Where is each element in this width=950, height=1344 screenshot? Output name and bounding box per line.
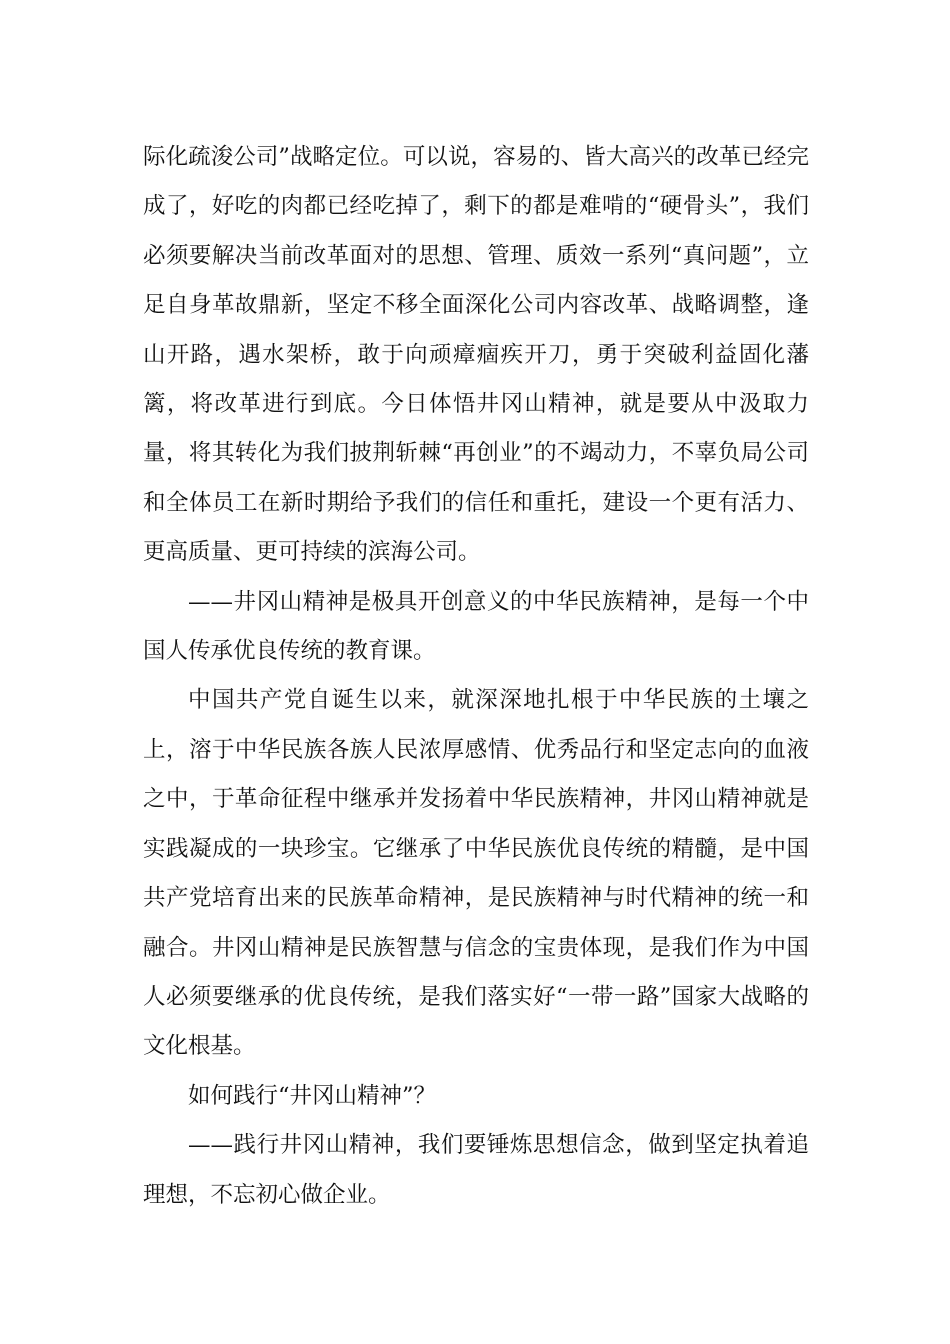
paragraph-party-history: 中国共产党自诞生以来，就深深地扎根于中华民族的土壤之上，溶于中华民族各族人民浓厚感情、优秀品行和坚定志向的血液之中，于革命征程中继承并发扬着中华民族精神，井冈山精神就是实践凝成的一块珍宝。它继承了中华民族优良传统的精髓，是中国共产党培育出来的民族革命精神，是民族精神与时代精神的统一和融合。井冈山精神是民族智慧与信念的宝贵体现，是我们作为中国人必须要继承的优良传统，是我们落实好“一带一路”国家大战略的文化根基。 bbox=[143, 687, 809, 1060]
paragraph-spirit-heading: ——井冈山精神是极具开创意义的中华民族精神，是每一个中国人传承优良传统的教育课。 bbox=[143, 588, 809, 665]
document-body bbox=[143, 133, 809, 1220]
paragraph-question: 如何践行“井冈山精神”？ bbox=[188, 1082, 437, 1109]
paragraph-continued: 际化疏浚公司”战略定位。可以说，容易的、皆大高兴的改革已经完成了，好吃的肉都已经吃掉了，剩下的都是难啃的“硬骨头”，我们必须要解决当前改革面对的思想、管理、质效一系列“真问题”，立足自身革故鼎新，坚定不移全面深化公司内容改革、战略调整，逢山开路，遇水架桥，敢于向顽瘴痼疾开刀，勇于突破利益固化藩篱，将改革进行到底。今日体悟井冈山精神，就是要从中汲取力量，将其转化为我们披荆斩棘“再创业”的不竭动力，不辜负局公司和全体员工在新时期给予我们的信任和重托，建设一个更有活力、更高质量、更可持续的滨海公司。 bbox=[143, 144, 809, 566]
paragraph-practice: ——践行井冈山精神，我们要锤炼思想信念，做到坚定执着追理想，不忘初心做企业。 bbox=[143, 1132, 809, 1208]
